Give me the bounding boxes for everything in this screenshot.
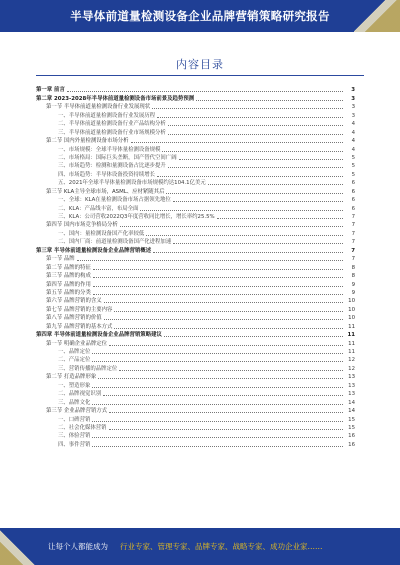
toc-leader-dots: [103, 395, 343, 396]
toc-entry[interactable]: [36, 289, 355, 297]
toc-entry-label: 第六节 品牌营销的含义: [46, 298, 102, 305]
toc-leader-dots: [92, 387, 343, 388]
toc-title: 内容目录: [176, 58, 224, 71]
page-header: [0, 0, 400, 32]
toc-entry-page: 15: [348, 424, 355, 431]
table-of-contents: [36, 86, 355, 449]
toc-entry-page: 13: [348, 391, 355, 398]
toc-entry-label: 二、产品定位: [58, 357, 91, 364]
toc-entry[interactable]: [36, 432, 355, 440]
toc-entry[interactable]: [36, 145, 355, 153]
toc-entry[interactable]: [36, 381, 355, 389]
toc-entry-page: 11: [348, 323, 355, 330]
toc-entry-label: 第八节 品牌营销的价值: [46, 315, 102, 322]
toc-entry[interactable]: [36, 407, 355, 415]
toc-entry-label: 第一节 品牌: [46, 256, 75, 263]
toc-entry-label: 三、KLA：公司营收2022Q3年度营收同比增长，增长率约25.5%: [58, 214, 215, 220]
toc-entry-label: 三、品牌文化: [58, 399, 91, 406]
toc-entry[interactable]: [36, 213, 355, 221]
toc-entry[interactable]: [36, 297, 355, 305]
toc-entry-page: 4: [351, 121, 355, 128]
toc-entry-label: 一、全球：KLA在量检测设备市场占据领先地位: [58, 197, 171, 204]
toc-entry-page: 11: [348, 340, 355, 347]
toc-entry[interactable]: [36, 255, 355, 263]
toc-leader-dots: [208, 184, 343, 185]
toc-entry-page: 9: [351, 289, 355, 296]
toc-entry[interactable]: [36, 229, 355, 237]
toc-entry-page: 4: [351, 129, 355, 136]
toc-entry-label: 第九节 品牌营销的基本方式: [46, 323, 113, 330]
toc-entry-page: 6: [351, 180, 355, 187]
toc-entry[interactable]: [36, 348, 355, 356]
toc-entry-label: 第一章 前言: [36, 87, 65, 94]
toc-entry[interactable]: [36, 373, 355, 381]
toc-leader-dots: [114, 328, 343, 329]
toc-entry-page: 4: [351, 138, 355, 145]
toc-entry-page: 14: [348, 408, 355, 415]
toc-entry[interactable]: [36, 390, 355, 398]
toc-leader-dots: [162, 151, 343, 152]
toc-entry-page: 11: [348, 349, 355, 355]
toc-entry-page: 12: [348, 365, 355, 372]
page-footer: [0, 528, 400, 565]
toc-entry-page: 3: [351, 104, 355, 111]
toc-entry-page: 15: [348, 416, 355, 423]
toc-entry-label: 第七节 品牌营销的主要内容: [46, 306, 113, 313]
toc-leader-dots: [164, 336, 343, 337]
footer-roles: 行业专家、管理专家、品牌专家、战略专家、成功企业家……: [120, 542, 323, 551]
toc-entry-label: 二、KLA：产品线丰富，布局全面: [58, 205, 139, 212]
toc-leader-dots: [131, 142, 343, 143]
toc-entry-page: 14: [348, 399, 355, 406]
toc-leader-dots: [98, 378, 343, 379]
toc-leader-dots: [92, 421, 343, 422]
toc-entry-page: 11: [347, 332, 355, 339]
toc-entry-page: 5: [351, 171, 355, 178]
toc-entry[interactable]: [36, 331, 355, 339]
toc-entry[interactable]: [36, 305, 355, 313]
toc-leader-dots: [104, 302, 343, 303]
toc-entry-page: 3: [351, 87, 355, 94]
toc-entry-page: 6: [351, 188, 355, 195]
toc-entry-label: 二、国内厂商：前道量检测设备国产化进程加速: [58, 239, 172, 246]
toc-entry-page: 5: [351, 154, 355, 161]
toc-entry-page: 8: [351, 264, 355, 271]
toc-entry-label: 第三章 半导体前道量检测设备企业品牌营销概述: [36, 247, 152, 254]
toc-entry-page: 8: [351, 273, 355, 280]
toc-entry[interactable]: [36, 322, 355, 330]
toc-entry-label: 一、半导体前道量检测设备行业发展历程: [58, 112, 156, 119]
toc-entry-label: 一、口碑营销: [58, 416, 91, 423]
toc-entry[interactable]: [36, 356, 355, 364]
toc-leader-dots: [92, 361, 343, 362]
report-title: 半导体前道量检测设备企业品牌营销策略研究报告: [70, 9, 330, 23]
toc-entry[interactable]: [36, 196, 355, 204]
toc-entry[interactable]: [36, 128, 355, 136]
toc-entry-page: 9: [351, 281, 355, 288]
toc-leader-dots: [93, 286, 343, 287]
toc-entry[interactable]: [36, 440, 355, 448]
toc-leader-dots: [168, 125, 343, 126]
toc-entry[interactable]: [36, 263, 355, 271]
toc-entry-page: 3: [351, 112, 355, 119]
toc-leader-dots: [92, 437, 343, 438]
toc-entry[interactable]: [36, 364, 355, 372]
toc-entry-label: 第三节 企业品牌营销方式: [46, 408, 108, 415]
toc-leader-dots: [114, 311, 343, 312]
toc-entry-page: 6: [351, 197, 355, 204]
toc-entry-label: 三、半导体前道量检测设备行业市场规模分析: [58, 129, 166, 136]
toc-entry-page: 7: [351, 247, 355, 254]
toc-leader-dots: [119, 370, 343, 371]
toc-entry[interactable]: [36, 204, 355, 212]
toc-entry[interactable]: [36, 179, 355, 187]
toc-entry-label: 二、半导体前道量检测设备行业产品结构分析: [58, 121, 166, 128]
toc-entry-label: 一、市场规模：全球半导体量检测设备规模: [58, 146, 161, 153]
toc-leader-dots: [179, 159, 343, 160]
toc-entry-page: 16: [348, 433, 355, 440]
toc-leader-dots: [77, 260, 343, 261]
toc-entry[interactable]: [36, 398, 355, 406]
toc-entry[interactable]: [36, 170, 355, 178]
toc-entry-page: 5: [351, 163, 355, 170]
toc-entry-page: 10: [348, 315, 355, 322]
toc-entry-label: 二、品牌视觉识别: [58, 391, 102, 398]
toc-entry-label: 第一节 半导体前道量检测设备行业发展现状: [46, 104, 151, 111]
toc-leader-dots: [109, 345, 343, 346]
toc-entry[interactable]: [36, 86, 355, 94]
toc-leader-dots: [140, 210, 343, 211]
toc-entry-page: 16: [348, 441, 355, 448]
toc-leader-dots: [93, 277, 343, 278]
toc-leader-dots: [104, 319, 343, 320]
toc-leader-dots: [93, 269, 343, 270]
toc-entry-label: 第二节 打造品牌形象: [46, 374, 97, 381]
toc-leader-dots: [173, 243, 343, 244]
toc-entry-label: 第三节 KLA主导全球市场，ASML、应材紧随其后: [46, 188, 165, 195]
toc-entry-page: 7: [351, 256, 355, 263]
toc-leader-dots: [152, 108, 343, 109]
toc-entry-page: 4: [351, 146, 355, 153]
toc-entry-label: 四、市场趋势：半导体设备投资持续增长: [58, 171, 156, 178]
toc-entry[interactable]: [36, 94, 355, 102]
toc-entry-label: 四、事件营销: [58, 441, 91, 448]
toc-leader-dots: [196, 100, 343, 101]
toc-entry-page: 7: [351, 239, 355, 246]
toc-entry-label: 三、体验营销: [58, 433, 91, 440]
toc-entry-label: 第五节 品牌的分类: [46, 289, 91, 296]
toc-entry[interactable]: [36, 280, 355, 288]
toc-entry[interactable]: [36, 120, 355, 128]
toc-leader-dots: [109, 429, 343, 430]
footer-decoration: [0, 528, 40, 565]
toc-entry-label: 第二节 品牌的特征: [46, 264, 91, 271]
toc-leader-dots: [173, 201, 343, 202]
footer-slogan: 让每个人都能成为: [48, 542, 108, 551]
toc-entry[interactable]: [36, 137, 355, 145]
toc-entry[interactable]: [36, 187, 355, 195]
toc-divider: [36, 75, 364, 76]
toc-entry-label: 五、2021年全球半导体量检测设备市场规模约达104.1亿美元: [58, 180, 206, 187]
toc-leader-dots: [168, 134, 343, 135]
toc-entry-label: 第四章 半导体前道量检测设备企业品牌营销策略建议: [36, 332, 162, 339]
toc-entry-page: 13: [348, 382, 355, 389]
toc-leader-dots: [92, 404, 343, 405]
toc-leader-dots: [168, 167, 343, 168]
toc-entry-label: 第二节 国内外量检测设备市场分析: [46, 138, 129, 145]
toc-leader-dots: [166, 193, 343, 194]
toc-entry-label: 二、市场格局：国际巨头垄断，国产替代空间广阔: [58, 154, 177, 161]
toc-entry[interactable]: [36, 272, 355, 280]
toc-entry-page: 3: [351, 95, 355, 102]
toc-entry[interactable]: [36, 111, 355, 119]
toc-entry[interactable]: [36, 415, 355, 423]
toc-entry[interactable]: [36, 238, 355, 246]
toc-leader-dots: [157, 117, 343, 118]
toc-leader-dots: [153, 252, 343, 253]
toc-leader-dots: [120, 226, 343, 227]
toc-entry[interactable]: [36, 246, 355, 254]
toc-entry-label: 第四节 国内市场竞争格局分析: [46, 222, 118, 229]
toc-entry[interactable]: [36, 314, 355, 322]
toc-entry-page: 7: [351, 222, 355, 229]
toc-entry-page: 10: [348, 298, 355, 305]
toc-entry[interactable]: [36, 162, 355, 170]
toc-entry-label: 三、市场趋势：检测和量测设备占比逐步提升: [58, 163, 166, 170]
toc-entry-label: 一、国内：量检测设备国产化率较低: [58, 230, 145, 237]
toc-entry-label: 第二章 2023-2028年半导体前道量检测设备市场前景及趋势预测: [36, 95, 195, 102]
toc-entry-page: 13: [348, 374, 355, 381]
toc-entry-label: 第四节 品牌的作用: [46, 281, 91, 288]
toc-entry-label: 三、营销传播的品牌定位: [58, 365, 118, 372]
toc-entry-label: 一、品牌定位: [58, 349, 91, 355]
toc-entry[interactable]: [36, 154, 355, 162]
toc-leader-dots: [109, 412, 343, 413]
toc-entry-label: 一、塑造形象: [58, 382, 91, 389]
toc-entry-label: 第三节 品牌的构成: [46, 273, 91, 280]
toc-entry-page: 6: [351, 205, 355, 212]
toc-entry-label: 二、社会化媒体营销: [58, 424, 107, 431]
toc-entry-page: 7: [351, 214, 355, 220]
toc-leader-dots: [67, 91, 343, 92]
toc-entry-page: 7: [351, 230, 355, 237]
toc-leader-dots: [157, 176, 343, 177]
toc-entry[interactable]: [36, 103, 355, 111]
toc-entry-label: 第一节 明确企业品牌定位: [46, 340, 108, 347]
toc-entry-page: 10: [348, 306, 355, 313]
toc-leader-dots: [146, 235, 343, 236]
toc-entry-page: 12: [348, 357, 355, 364]
toc-leader-dots: [92, 446, 343, 447]
toc-entry[interactable]: [36, 221, 355, 229]
toc-leader-dots: [92, 353, 343, 354]
toc-leader-dots: [93, 294, 343, 295]
toc-leader-dots: [217, 218, 343, 219]
toc-entry[interactable]: [36, 339, 355, 347]
toc-entry[interactable]: [36, 424, 355, 432]
